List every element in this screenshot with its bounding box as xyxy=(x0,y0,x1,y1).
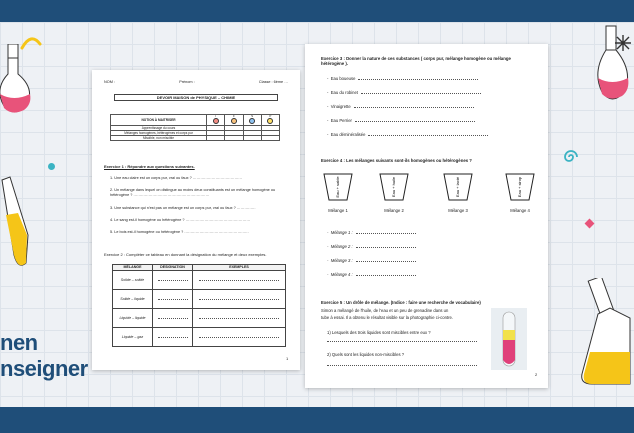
exercise-5-question-2: 2) Quels sont les liquides non-miscibles ? xyxy=(327,352,405,357)
exercise-2-title: Exercice 2 : Compléter ce tableau en donnant la désignation du mélange et deux exemples. xyxy=(104,252,267,257)
exercise-1-title: Exercice 1 : Répondre aux questions suivantes. xyxy=(104,164,195,169)
substance-2: - Eau du robinet xyxy=(327,90,481,95)
worksheet-page-2 xyxy=(305,44,548,388)
answer-4: - Mélange 4 : xyxy=(327,272,416,277)
table-row: Liquide – liquide xyxy=(113,309,153,328)
spiral-icon xyxy=(562,148,580,166)
beaker-4-icon xyxy=(505,172,535,202)
erlenmeyer-right-icon xyxy=(580,278,634,388)
top-banner xyxy=(0,0,634,22)
legend-cell-3: S xyxy=(243,115,261,126)
nom-label: NOM : xyxy=(104,80,115,84)
classe-label: Classe : 6ème … xyxy=(258,80,288,84)
question-1: 1. Une eau claire est un corps pur, vrai ou faux ? ………………………………… xyxy=(110,176,243,180)
notion-row: Mélanges homogènes, hétérogènes et corps pur xyxy=(111,131,207,136)
logo-text-bottom: nseigner xyxy=(0,356,88,381)
page-number: 2 xyxy=(535,372,538,377)
answer-1: - Mélange 1 : xyxy=(327,230,416,235)
student-header xyxy=(104,80,288,85)
sparkle-icon xyxy=(614,34,632,52)
notion-header: NOTION À MAITRISER xyxy=(111,115,207,126)
arc-icon xyxy=(20,36,42,50)
beaker-4-label: Mélange 4 xyxy=(510,208,530,213)
substance-3: - Vinaigrette xyxy=(327,104,474,109)
beaker-1-label: Mélange 1 xyxy=(328,208,348,213)
bottom-banner xyxy=(0,407,634,433)
legend-cell-4: P xyxy=(261,115,279,126)
exercise-4-title: Exercice 4 : Les mélanges suivants sont-ils homogènes ou hétérogènes ? xyxy=(321,158,472,163)
flask-left-icon xyxy=(0,44,40,134)
svg-text:Eau + huile: Eau + huile xyxy=(391,176,396,198)
notion-row: Apprentissage du cours xyxy=(111,126,207,131)
beaker-3-label: Mélange 3 xyxy=(448,208,468,213)
substance-1: - Eau boueuse xyxy=(327,76,478,81)
question-5: 5. Le bois est-il homogène ou hétérogène ? …………………………………………… xyxy=(110,230,249,234)
table-row: Solide – liquide xyxy=(113,290,153,309)
dot-pink-icon xyxy=(585,219,595,229)
worksheet-page-1 xyxy=(92,70,300,370)
logo-text-top: nen xyxy=(0,330,38,355)
test-tube-photo xyxy=(491,308,527,370)
exercise-3-title: Exercice 3 : Donner la nature de ces substances ( corps pur, mélange homogène ou mélange hétérogène ). xyxy=(321,56,511,67)
melange-table xyxy=(112,264,286,347)
exercise-5-title: Exercice 5 : Un drôle de mélange. (Indice : faire une recherche de vocabulaire) xyxy=(321,300,481,305)
beaker-1-icon xyxy=(323,172,353,202)
legend-cell-1: I xyxy=(207,115,225,126)
notion-row: Miscible, non miscible xyxy=(111,136,207,141)
substance-4: - Eau Perrier xyxy=(327,118,475,123)
answer-line xyxy=(327,362,477,366)
page-title: DEVOIR MAISON de PHYSIQUE – CHIMIE xyxy=(114,94,278,101)
sad-face-icon xyxy=(213,118,219,124)
answer-line xyxy=(327,338,477,342)
legend-cell-2: F xyxy=(225,115,243,126)
exercise-5-text-line-2: tube à essai. Il a obtenu le résultat visible sur la photographie ci-contre. xyxy=(321,315,453,320)
notion-table xyxy=(110,114,280,141)
svg-text:Eau + sable: Eau + sable xyxy=(335,176,340,198)
beaker-2-label: Mélange 2 xyxy=(384,208,404,213)
question-3: 3. Une substance qui n'est pas un mélange est un corps pur, vrai ou faux ? …………… xyxy=(110,206,256,210)
test-tube-left-icon xyxy=(0,175,30,275)
svg-text:Eau + lacté: Eau + lacté xyxy=(455,176,460,198)
question-2: 2. Un mélange dans lequel on distingue au moins deux constituants est un mélange homogène ou hétérogène ? …………………………………………………… xyxy=(110,188,276,197)
neutral-face-icon xyxy=(231,118,237,124)
col-exemples: EXEMPLES xyxy=(193,265,286,271)
page-number: 1 xyxy=(286,356,289,361)
table-row: Solide – solide xyxy=(113,271,153,290)
smile-face-icon xyxy=(249,118,255,124)
answer-2: - Mélange 2 : xyxy=(327,244,416,249)
happy-face-icon xyxy=(267,118,273,124)
exercise-5-text-line-1: Simon a mélangé de l'huile, de l'eau et un peu de grenadine dans un xyxy=(321,308,449,313)
dot-teal-icon xyxy=(48,163,55,170)
table-row: Liquide – gaz xyxy=(113,328,153,347)
question-4: 4. Le sang est-il homogène ou hétérogène ? …………………………………………… xyxy=(110,218,251,222)
beaker-2-icon xyxy=(379,172,409,202)
col-designation: DESIGNATION xyxy=(153,265,193,271)
col-melange: MÉLANGE xyxy=(113,265,153,271)
prenom-label: Prénom : xyxy=(179,80,195,84)
svg-text:Eau + sirop: Eau + sirop xyxy=(517,176,522,198)
exercise-5-question-1: 1) Lesquels des trois liquides sont miscibles entre eux ? xyxy=(327,330,431,335)
answer-3: - Mélange 3 : xyxy=(327,258,416,263)
substance-5: - Eau déminéralisée xyxy=(327,132,488,137)
beaker-3-icon xyxy=(443,172,473,202)
